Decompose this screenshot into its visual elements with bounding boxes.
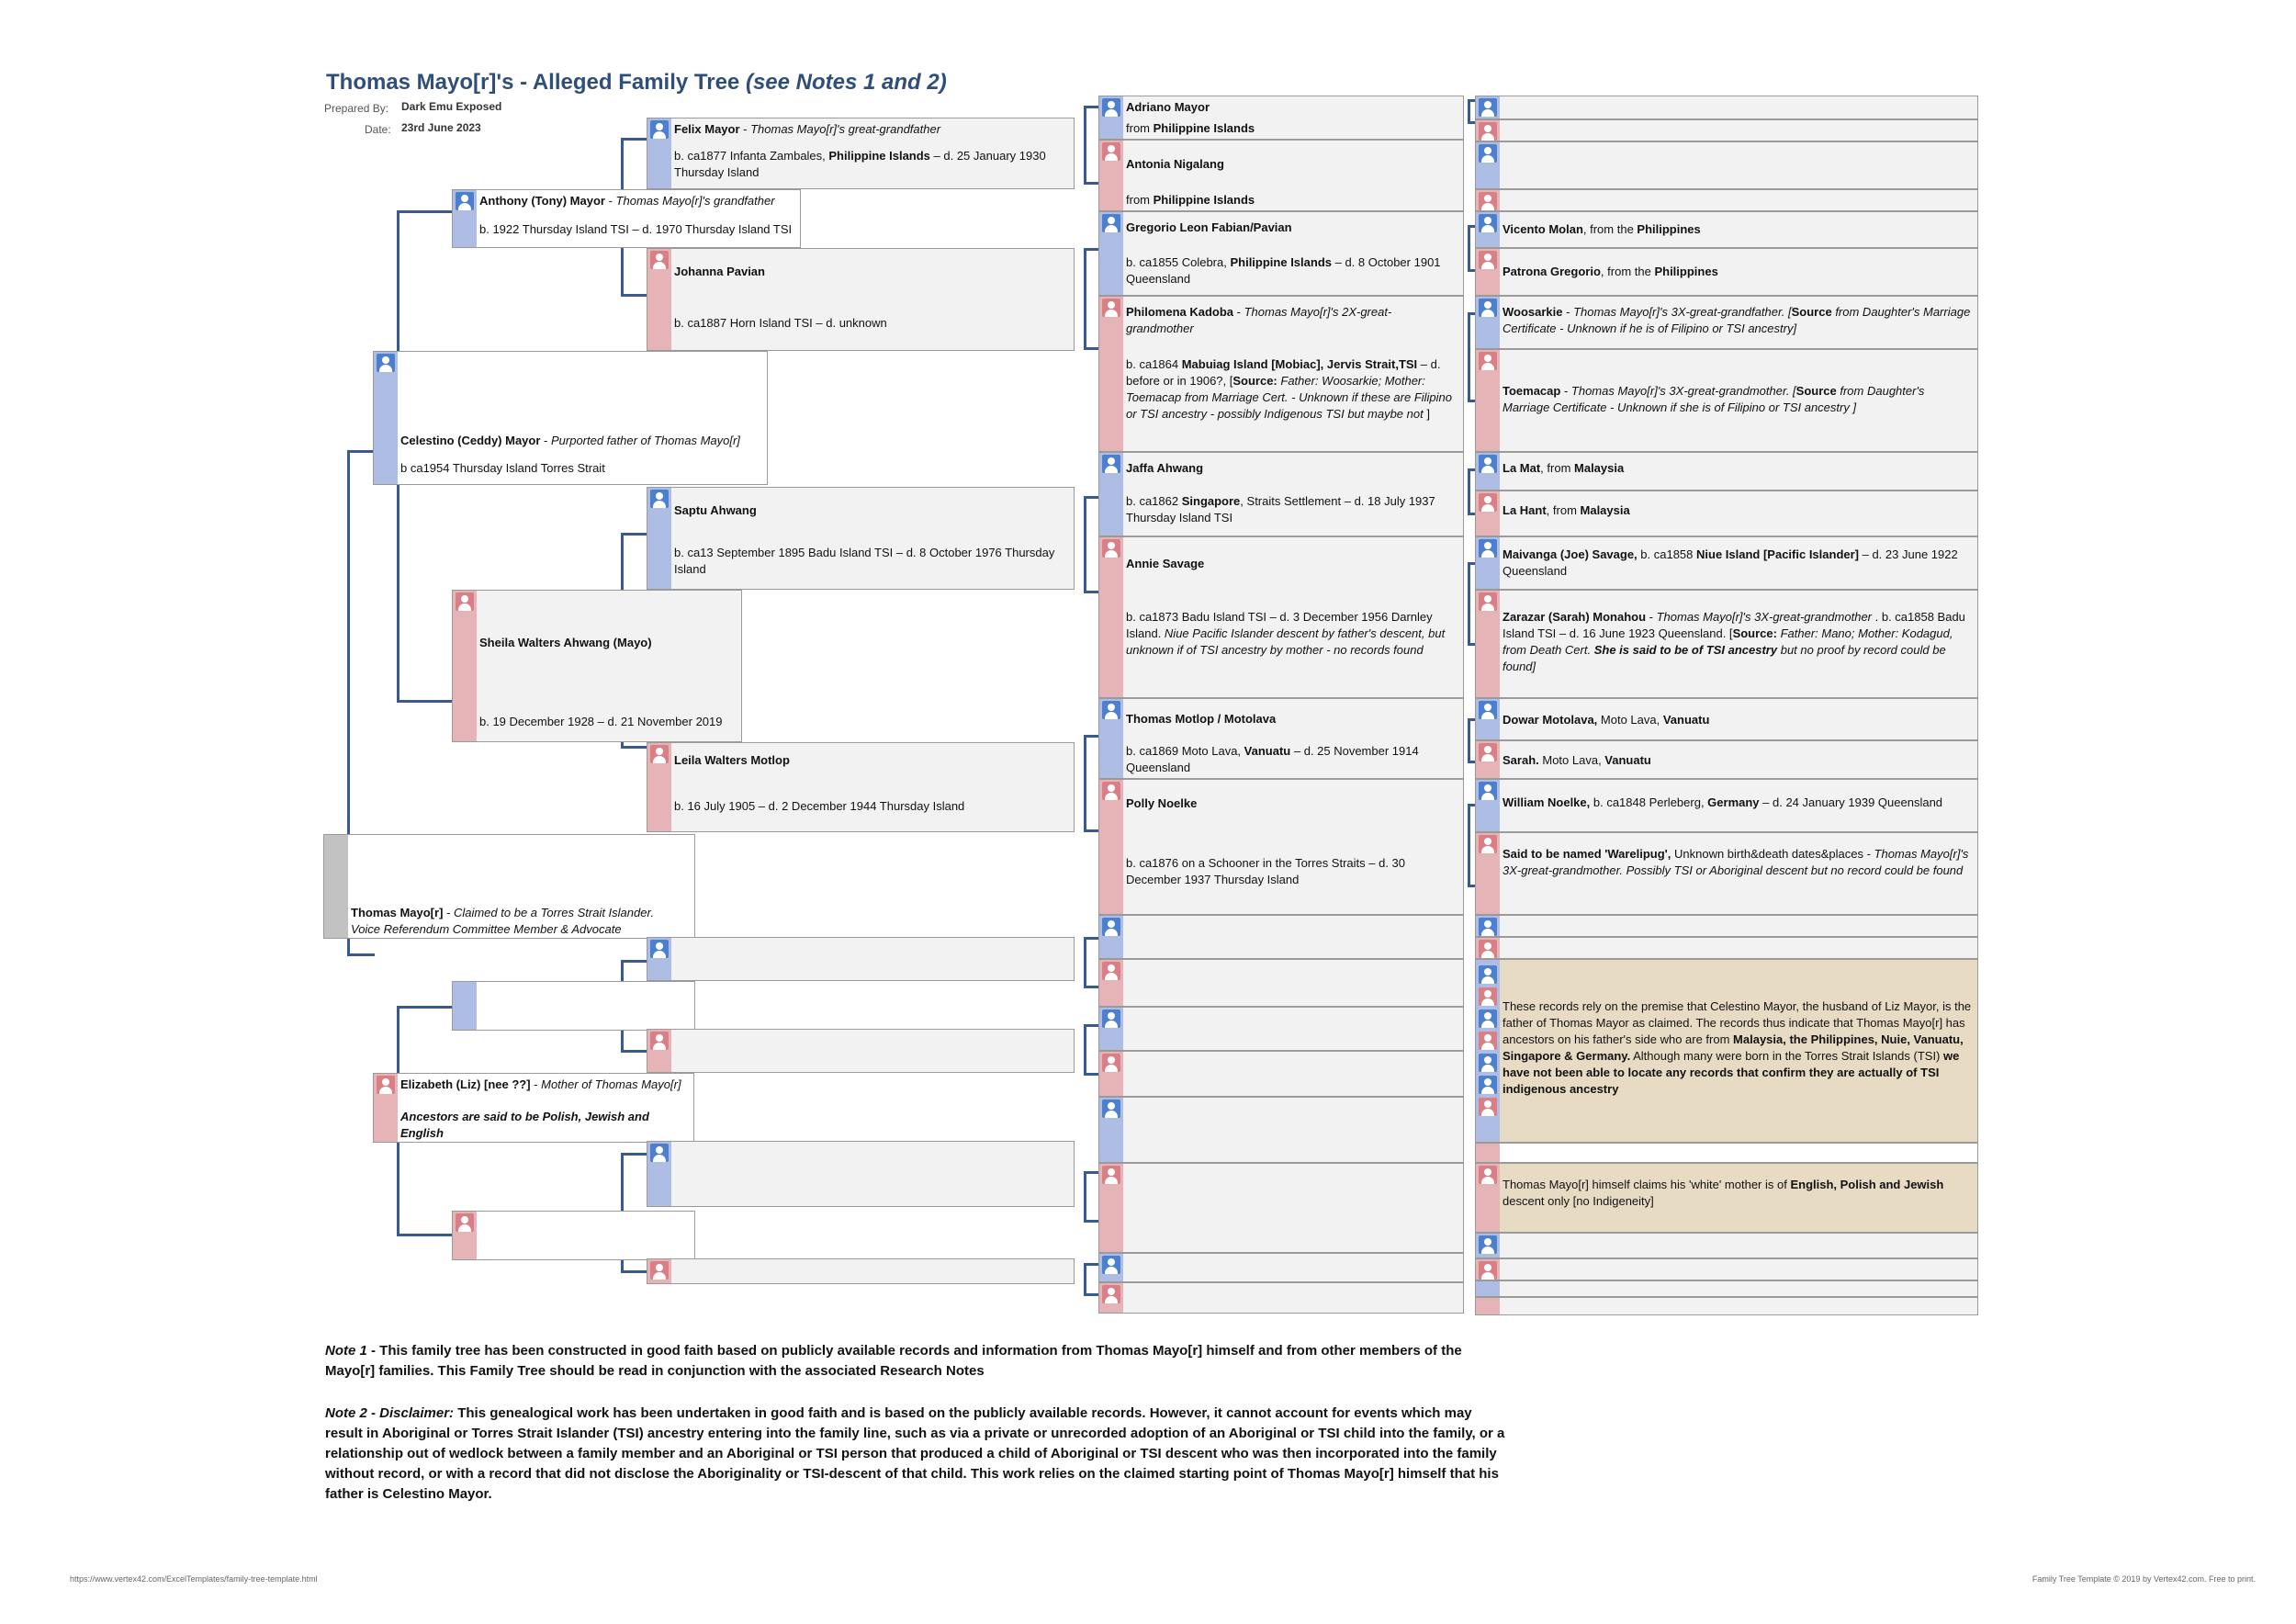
person-sheila-ahwang[interactable]: Sheila Walters Ahwang (Mayo) b. 19 December 1928 – d. 21 November 2019 bbox=[452, 590, 742, 742]
person-thomas-mayor[interactable]: Thomas Mayo[r] - Claimed to be a Torres Strait Islander. Voice Referendum Committee Member & Advocate bbox=[323, 834, 695, 939]
female-avatar-icon bbox=[1479, 192, 1497, 210]
footer-copyright: Family Tree Template © 2019 by Vertex42.com. Free to print. bbox=[2032, 1574, 2256, 1584]
person-empty-1[interactable] bbox=[452, 981, 695, 1031]
person-anthony-mayor[interactable]: Anthony (Tony) Mayor - Thomas Mayo[r]'s grandfather b. 1922 Thursday Island TSI – d. 1970 Thursday Island TSI bbox=[452, 189, 801, 248]
female-avatar-icon bbox=[1479, 592, 1497, 611]
male-avatar-icon bbox=[1102, 455, 1120, 473]
mother-claim-box: Thomas Mayo[r] himself claims his 'white' mother is of English, Polish and Jewish descent only [no Indigeneity] bbox=[1475, 1163, 1978, 1233]
male-avatar-icon bbox=[650, 490, 669, 508]
person-patrona-gregorio[interactable]: Patrona Gregorio, from the Philippines bbox=[1475, 248, 1978, 296]
gen6-empty-2[interactable] bbox=[1475, 119, 1978, 141]
page-title: Thomas Mayo[r]'s - Alleged Family Tree (see Notes 1 and 2) bbox=[326, 70, 947, 95]
female-avatar-icon bbox=[1479, 743, 1497, 761]
female-avatar-icon bbox=[1479, 493, 1497, 512]
female-avatar-icon bbox=[1479, 1261, 1497, 1280]
gen6-empty-9[interactable] bbox=[1475, 1258, 1978, 1280]
person-empty-3[interactable] bbox=[647, 937, 1075, 981]
male-avatar-icon bbox=[1479, 1076, 1497, 1094]
gen6-empty-3[interactable] bbox=[1475, 141, 1978, 189]
female-avatar-icon bbox=[1102, 782, 1120, 800]
person-philomena-kadoba[interactable]: Philomena Kadoba - Thomas Mayo[r]'s 2X-great-grandmother b. ca1864 Mabuiag Island [Mobiac], Jervis Strait,TSI – d. before or in 1906?, [Source: Father: Woosarkie; Mother: Toemacap from Marriage Cert. - Unknown if these are Filipino or TSI ancestry - possibly Indigenous TSI but maybe not ] bbox=[1098, 296, 1464, 452]
male-avatar-icon bbox=[377, 354, 395, 372]
male-avatar-icon bbox=[1102, 918, 1120, 936]
gen5-empty-4[interactable] bbox=[1098, 1051, 1464, 1097]
person-gregorio-pavian[interactable]: Gregorio Leon Fabian/Pavian b. ca1855 Colebra, Philippine Islands – d. 8 October 1901 Queensland bbox=[1098, 211, 1464, 296]
female-avatar-icon bbox=[1479, 835, 1497, 853]
person-thomas-motlop[interactable]: Thomas Motlop / Motolava b. ca1869 Moto Lava, Vanuatu – d. 25 November 1914 Queensland bbox=[1098, 698, 1464, 779]
person-leila-motlop[interactable]: Leila Walters Motlop b. 16 July 1905 – d. 2 December 1944 Thursday Island bbox=[647, 742, 1075, 832]
gen6-empty-8[interactable] bbox=[1475, 1233, 1978, 1258]
prepared-by-label: Prepared By: bbox=[324, 102, 389, 115]
person-warelipug[interactable]: Said to be named 'Warelipug', Unknown birth&death dates&places - Thomas Mayo[r]'s 3X-great-grandmother. Possibly TSI or Aboriginal descent but no record could be found bbox=[1475, 832, 1978, 915]
gen5-empty-2[interactable] bbox=[1098, 959, 1464, 1007]
person-adriano-mayor[interactable]: Adriano Mayor from Philippine Islands bbox=[1098, 96, 1464, 140]
female-avatar-icon bbox=[1479, 122, 1497, 141]
gen5-empty-3[interactable] bbox=[1098, 1007, 1464, 1051]
male-avatar-icon bbox=[1479, 144, 1497, 163]
male-avatar-icon bbox=[650, 120, 669, 139]
female-avatar-icon bbox=[650, 745, 669, 763]
person-antonia-nigalang[interactable]: Antonia Nigalang from Philippine Islands bbox=[1098, 140, 1464, 211]
gen6-empty-7[interactable] bbox=[1475, 1143, 1978, 1163]
person-name: Thomas Mayo[r] bbox=[351, 906, 444, 919]
male-avatar-icon bbox=[650, 1144, 669, 1162]
female-avatar-icon bbox=[1102, 962, 1120, 980]
male-avatar-icon bbox=[1479, 455, 1497, 473]
male-avatar-icon bbox=[1102, 98, 1120, 117]
female-avatar-icon bbox=[1479, 251, 1497, 269]
male-avatar-icon bbox=[456, 192, 474, 210]
gen6-empty-1[interactable] bbox=[1475, 96, 1978, 119]
date-value: 23rd June 2023 bbox=[401, 121, 481, 134]
male-avatar-icon bbox=[1479, 1235, 1497, 1254]
female-avatar-icon bbox=[650, 251, 669, 269]
gen5-empty-8[interactable] bbox=[1098, 1282, 1464, 1314]
person-la-hant[interactable]: La Hant, from Malaysia bbox=[1475, 491, 1978, 536]
gen5-empty-7[interactable] bbox=[1098, 1253, 1464, 1282]
gen6-empty-10[interactable] bbox=[1475, 1280, 1978, 1297]
male-avatar-icon bbox=[1102, 214, 1120, 232]
male-avatar-icon bbox=[1479, 1054, 1497, 1072]
female-avatar-icon bbox=[1102, 539, 1120, 558]
male-avatar-icon bbox=[1479, 965, 1497, 984]
person-zarazar-monahou[interactable]: Zarazar (Sarah) Monahou - Thomas Mayo[r]'s 3X-great-grandmother . b. ca1858 Badu Island TSI – d. 16 June 1923 Queensland. [Source: Father: Mano; Mother: Kodagud, from Death Cert. She is said to be of TSI ancestry but no proof by record could be found] bbox=[1475, 590, 1978, 698]
gen6-empty-6[interactable] bbox=[1475, 937, 1978, 959]
male-avatar-icon bbox=[1479, 918, 1497, 936]
person-jaffa-ahwang[interactable]: Jaffa Ahwang b. ca1862 Singapore, Straits Settlement – d. 18 July 1937 Thursday Island TSI bbox=[1098, 452, 1464, 536]
female-avatar-icon bbox=[1479, 987, 1497, 1006]
note-2: Note 2 - Disclaimer: This genealogical work has been undertaken in good faith and is based on the publicly available records. However, it cannot account for events which may result in Aboriginal or Torres Strait Islander (TSI) ancestry entering into the family line, such as via a private or unrecorded adoption of an Aboriginal or TSI child into the family, or a relationship out of wedlock between a family member and an Aboriginal or TSI person that produced a child of Aboriginal or TSI descent who was then incorporated into the family without record, or with a record that did not disclose the Aboriginality or TSI-descent of that child. This work relies on the claimed starting point of Thomas Mayo[r] himself that his father is Celestino Mayor. bbox=[325, 1405, 1505, 1502]
female-avatar-icon bbox=[456, 592, 474, 611]
female-avatar-icon bbox=[1102, 1285, 1120, 1303]
male-avatar-icon bbox=[1102, 1009, 1120, 1028]
female-avatar-icon bbox=[1102, 299, 1120, 317]
person-felix-mayor[interactable]: Felix Mayor - Thomas Mayo[r]'s great-grandfather b. ca1877 Infanta Zambales, Philippine Islands – d. 25 January 1930 Thursday Island bbox=[647, 118, 1075, 189]
male-avatar-icon bbox=[1479, 98, 1497, 117]
female-avatar-icon bbox=[1479, 940, 1497, 958]
male-avatar-icon bbox=[1102, 1256, 1120, 1274]
person-annie-savage[interactable]: Annie Savage b. ca1873 Badu Island TSI – d. 3 December 1956 Darnley Island. Niue Pacific Islander descent by father's descent, but unknown if of TSI ancestry by mother - no records found bbox=[1098, 536, 1464, 698]
person-elizabeth-mayor[interactable]: Elizabeth (Liz) [nee ??] - Mother of Thomas Mayo[r] Ancestors are said to be Polish, Jewish and English bbox=[373, 1073, 694, 1143]
male-avatar-icon bbox=[1479, 1009, 1497, 1028]
person-la-mat[interactable]: La Mat, from Malaysia bbox=[1475, 452, 1978, 491]
male-avatar-icon bbox=[1479, 214, 1497, 232]
person-maivanga-savage[interactable]: Maivanga (Joe) Savage, b. ca1858 Niue Island [Pacific Islander] – d. 23 June 1922 Queensland bbox=[1475, 536, 1978, 590]
person-william-noelke[interactable]: William Noelke, b. ca1848 Perleberg, Germany – d. 24 January 1939 Queensland bbox=[1475, 779, 1978, 832]
female-avatar-icon bbox=[456, 1213, 474, 1232]
female-avatar-icon bbox=[650, 1032, 669, 1050]
commentary-box: These records rely on the premise that Celestino Mayor, the husband of Liz Mayor, is the father of Thomas Mayor as claimed. The records thus indicate that Thomas Mayo[r] has ancestors on his father's side who are from Malaysia, the Philippines, Nuie, Vanuatu, Singapore & Germany. Although many were born in the Torres Strait Islands (TSI) we have not been able to locate any records that confirm they are actually of TSI indigenous ancestry bbox=[1475, 959, 1978, 1143]
female-avatar-icon bbox=[650, 1261, 669, 1280]
female-avatar-icon bbox=[1102, 142, 1120, 161]
female-avatar-icon bbox=[1102, 1166, 1120, 1184]
female-avatar-icon bbox=[1479, 1098, 1497, 1116]
gen5-empty-6[interactable] bbox=[1098, 1163, 1464, 1253]
person-woosarkie[interactable]: Woosarkie - Thomas Mayo[r]'s 3X-great-grandfather. [Source from Daughter's Marriage Certificate - Unknown if he is of Filipino or TSI ancestry] bbox=[1475, 296, 1978, 349]
person-empty-4[interactable] bbox=[647, 1029, 1075, 1073]
person-saptu-ahwang[interactable]: Saptu Ahwang b. ca13 September 1895 Badu Island TSI – d. 8 October 1976 Thursday Island bbox=[647, 487, 1075, 590]
note-1: Note 1 - This family tree has been constructed in good faith based on publicly available records and information from Thomas Mayo[r] himself and from other members of the Mayo[r] families. This Family Tree should be read in conjunction with the associated Research Notes bbox=[325, 1343, 1462, 1379]
person-vicento-molan[interactable]: Vicento Molan, from the Philippines bbox=[1475, 211, 1978, 248]
person-polly-noelke[interactable]: Polly Noelke b. ca1876 on a Schooner in the Torres Straits – d. 30 December 1937 Thursday Island bbox=[1098, 779, 1464, 915]
male-avatar-icon bbox=[1479, 539, 1497, 558]
person-toemacap[interactable]: Toemacap - Thomas Mayo[r]'s 3X-great-grandmother. [Source from Daughter's Marriage Certificate - Unknown if she is of Filipino or TSI ancestry ] bbox=[1475, 349, 1978, 452]
person-empty-5[interactable] bbox=[647, 1141, 1075, 1207]
male-avatar-icon bbox=[1102, 701, 1120, 719]
female-avatar-icon bbox=[1479, 352, 1497, 370]
person-celestino-mayor[interactable]: Celestino (Ceddy) Mayor - Purported father of Thomas Mayo[r] b ca1954 Thursday Island Torres Strait bbox=[373, 351, 768, 485]
prepared-by-value: Dark Emu Exposed bbox=[401, 100, 502, 113]
person-dowar-motolava[interactable]: Dowar Motolava, Moto Lava, Vanuatu bbox=[1475, 698, 1978, 740]
person-empty-2[interactable] bbox=[452, 1211, 695, 1260]
gen6-empty-5[interactable] bbox=[1475, 915, 1978, 937]
female-avatar-icon bbox=[1102, 1054, 1120, 1072]
male-avatar-icon bbox=[650, 940, 669, 958]
person-johanna-pavian[interactable]: Johanna Pavian b. ca1887 Horn Island TSI – d. unknown bbox=[647, 248, 1075, 351]
gen6-empty-11[interactable] bbox=[1475, 1297, 1978, 1315]
person-empty-6[interactable] bbox=[647, 1258, 1075, 1284]
male-avatar-icon bbox=[1102, 1100, 1120, 1118]
person-sarah[interactable]: Sarah. Moto Lava, Vanuatu bbox=[1475, 740, 1978, 779]
gen5-empty-1[interactable] bbox=[1098, 915, 1464, 959]
male-avatar-icon bbox=[1479, 299, 1497, 317]
gen6-empty-4[interactable] bbox=[1475, 189, 1978, 211]
female-avatar-icon bbox=[377, 1076, 395, 1094]
footer-url[interactable]: https://www.vertex42.com/ExcelTemplates/family-tree-template.html bbox=[70, 1574, 318, 1584]
date-label: Date: bbox=[365, 123, 391, 136]
female-avatar-icon bbox=[1479, 1166, 1497, 1184]
female-avatar-icon bbox=[1479, 1032, 1497, 1050]
gen5-empty-5[interactable] bbox=[1098, 1097, 1464, 1163]
male-avatar-icon bbox=[1479, 701, 1497, 719]
male-avatar-icon bbox=[1479, 782, 1497, 800]
